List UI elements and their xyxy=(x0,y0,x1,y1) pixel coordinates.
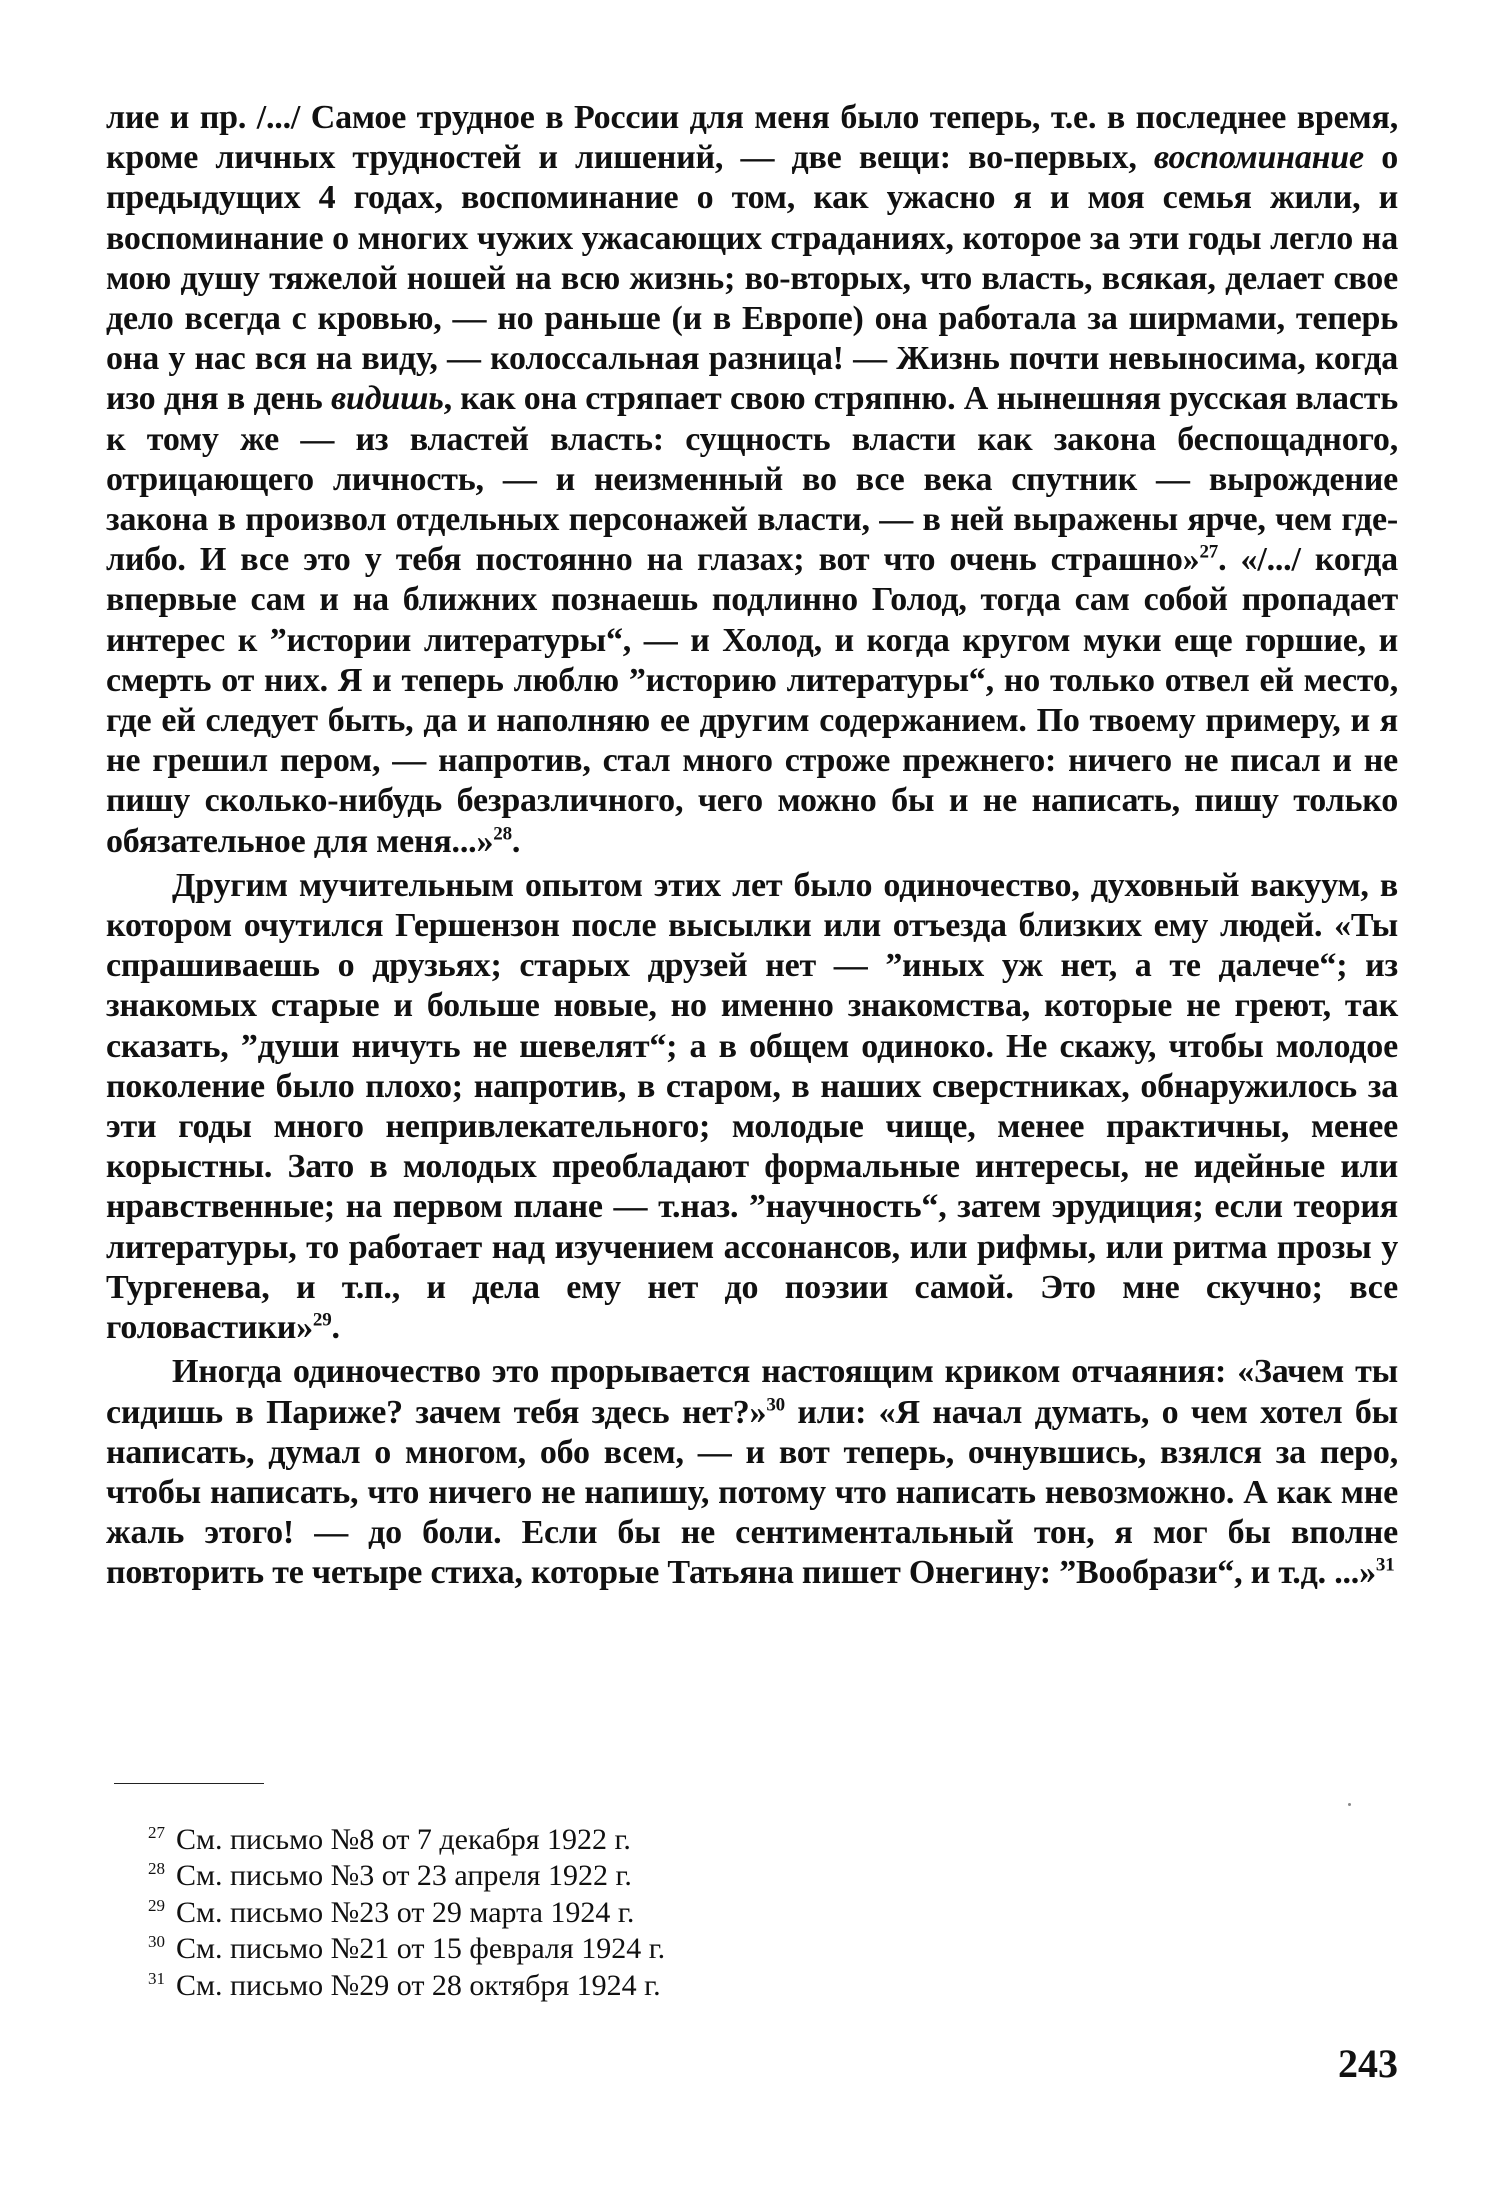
text-run: . xyxy=(331,1309,340,1347)
text-run: Иногда одиночество это прорывается настоящим криком отчаяния: «Зачем ты сидишь в Париже? зачем тебя здесь нет?» xyxy=(106,1353,1398,1431)
footnote-text: См. письмо №21 от 15 февраля 1924 г. xyxy=(176,1932,666,1966)
text-run: лие и пр. /.../ Самое трудное в России для меня было теперь, т.е. в последнее время, кроме личных трудностей и лишений, — две вещи: во-первых, xyxy=(106,99,1398,177)
paragraph xyxy=(106,1352,1398,1593)
footnote-text: См. письмо №8 от 7 декабря 1922 г. xyxy=(176,1823,631,1856)
paragraph xyxy=(106,98,1398,862)
footnote-ref: 27 xyxy=(1199,541,1219,563)
text-run: , как она стряпает свою стряпню. А нынешняя русская власть к тому же — из властей власть: сущность власти как закона беспощадного, отрицающего личность, — и неизменный во все века спутник — вырождение закона в произвол отдельных персонажей власти, — в ней выражены ярче, чем где-либо. И все это у тебя постоянно на глазах; вот что очень страшно» xyxy=(106,380,1398,579)
footnote-31: 31 См. письмо №29 от 28 октября 1924 г. xyxy=(148,1968,661,2002)
emphasis-text: воспоминание xyxy=(1153,139,1364,177)
footnote-text: См. письмо №23 от 29 марта 1924 г. xyxy=(176,1895,635,1929)
print-speck xyxy=(1348,1803,1351,1806)
footnotes xyxy=(148,1822,1048,2004)
text-run: о предыдущих 4 годах, воспоминание о том, как ужасно я и моя семья жили, и воспоминание о многих чужих ужасающих страданиях, которое за эти годы легло на мою душу тяжелой ношей на всю жизнь; во-вторых, что власть, всякая, делает свое дело всегда с кровью, — но раньше (и в Европе) она работала за ширмами, теперь она у нас вся на виду, — колоссальная разница! — Жизнь почти невыносима, когда изо дня в день xyxy=(106,139,1398,418)
main-text xyxy=(106,98,1398,1594)
footnote-ref: 28 xyxy=(493,823,512,845)
footnote-ref: 30 xyxy=(766,1394,785,1416)
footnote-29: 29 См. письмо №23 от 29 марта 1924 г. xyxy=(148,1895,635,1929)
footnote-ref: 29 xyxy=(312,1309,332,1331)
text-run: . «/.../ когда впервые сам и на ближних познаешь подлинно Голод, тогда сам собой пропадает интерес к ”истории литературы“, — и Холод, и когда кругом муки еще горшие, и смерть от них. Я и теперь люблю ”историю литературы“, но только отвел ей место, где ей следует быть, да и наполняю ее другим содержанием. По твоему примеру, и я не грешил пером, — напротив, стал много строже прежнего: ничего не писал и не пишу сколько-нибудь безразличного, чего можно бы и не написать, пишу только обязательное для меня...» xyxy=(106,541,1398,860)
footnote-text: См. письмо №3 от 23 апреля 1922 г. xyxy=(176,1859,632,1893)
text-run: или: «Я начал думать, о чем хотел бы написать, думал о многом, обо всем, — и вот теперь, очнувшись, взялся за перо, чтобы написать, что ничего не напишу, потому что написать невозможно. А как мне жаль этого! — до боли. Если бы не сентиментальный тон, я мог бы вполне повторить те четыре стиха, которые Татьяна пишет Онегину: ”Вообрази“, и т.д. ...» xyxy=(106,1393,1398,1592)
text-run: . xyxy=(511,822,521,860)
footnote-30: 30 См. письмо №21 от 15 февраля 1924 г. xyxy=(148,1932,666,1966)
page-number: 243 xyxy=(1338,2041,1398,2086)
footnote-text: См. письмо №29 от 28 октября 1924 г. xyxy=(176,1968,661,2002)
footnote-divider xyxy=(114,1783,264,1784)
footnote-ref: 31 xyxy=(1375,1554,1395,1576)
emphasis-text: видишь xyxy=(331,380,444,418)
footnote-28: 28 См. письмо №3 от 23 апреля 1922 г. xyxy=(148,1859,632,1893)
text-run: Другим мучительным опытом этих лет было одиночество, духовный вакуум, в котором очутился Гершензон после высылки или отъезда близких ему людей. «Ты спрашиваешь о друзьях; старых друзей нет — ”иных уж нет, а те далече“; из знакомых старые и больше новые, но именно знакомства, которые не греют, так сказать, ”души ничуть не шевелят“; а в общем одиноко. Не скажу, чтобы молодое поколение было плохо; напротив, в старом, в наших сверстниках, обнаружилось за эти годы много непривлекательного; молодые чище, менее практичны, менее корыстны. Зато в молодых преобладают формальные интересы, не идейные или нравственные; на первом плане — т.наз. ”научность“, затем эрудиция; если теория литературы, то работает над изучением ассонансов, или рифмы, или ритма прозы у Тургенева, и т.п., и дела ему нет до поэзии самой. Это мне скучно; все головастики» xyxy=(106,866,1398,1347)
footnote-27: 27 См. письмо №8 от 7 декабря 1922 г. xyxy=(148,1823,631,1856)
paragraph xyxy=(106,866,1398,1348)
